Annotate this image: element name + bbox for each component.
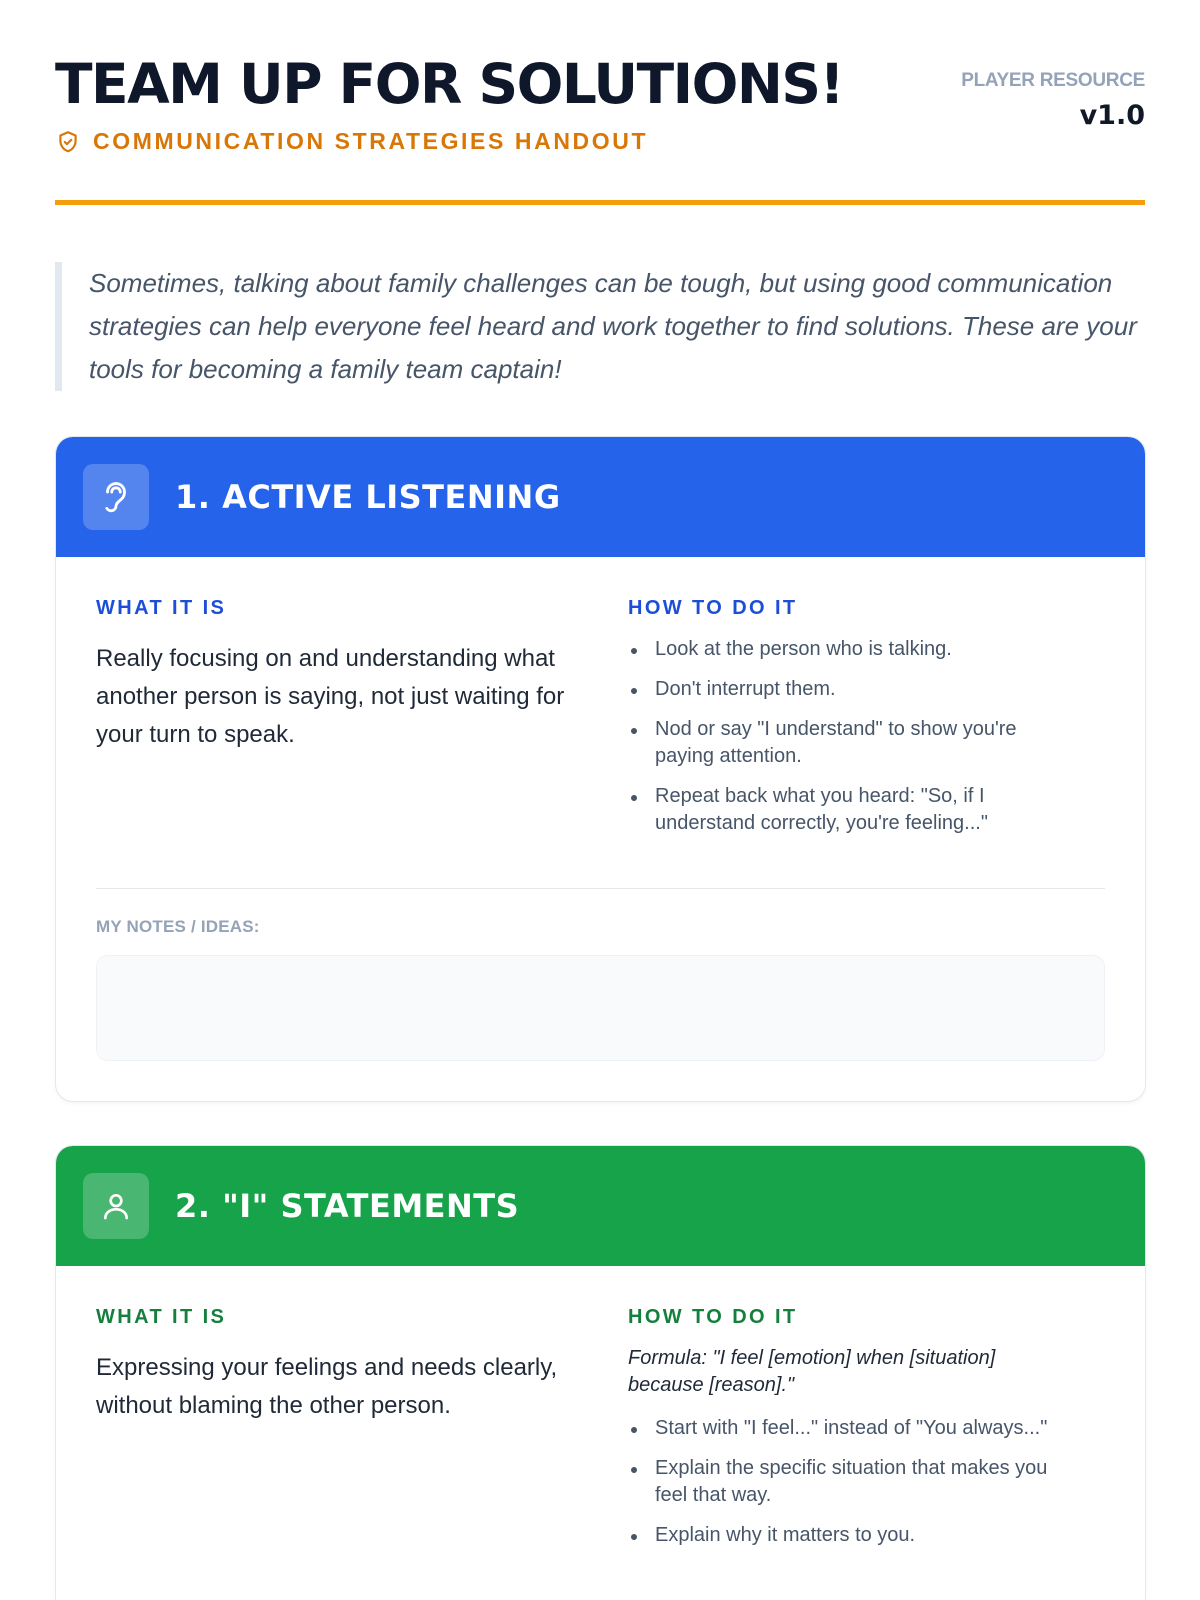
list-item: Start with "I feel..." instead of "You always..." <box>628 1415 1078 1442</box>
user-icon <box>83 1173 149 1239</box>
how-to-do-it-column <box>628 597 1105 850</box>
intro-text: Sometimes, talking about family challenges can be tough, but using good communication strategies can help everyone feel heard and work together to find solutions. These are your tools for becoming a family team captain! <box>89 268 1137 384</box>
notes-divider <box>96 888 1105 889</box>
strategy-card-active-listening <box>55 436 1146 1102</box>
page-subtitle: COMMUNICATION STRATEGIES HANDOUT <box>93 128 649 154</box>
what-it-is-column <box>96 597 628 850</box>
list-item: Explain the specific situation that makes you feel that way. <box>628 1455 1078 1509</box>
card-header <box>56 1146 1145 1266</box>
list-item: Look at the person who is talking. <box>628 636 1058 663</box>
what-it-is-text: Really focusing on and understanding what another person is saying, not just waiting for your turn to speak. <box>96 645 565 748</box>
header <box>55 0 1145 210</box>
ear-icon <box>83 464 149 530</box>
intro-quote <box>55 262 1145 391</box>
how-to-do-it-column <box>628 1306 1105 1562</box>
card-title: 2. "I" STATEMENTS <box>175 1187 520 1225</box>
what-it-is-label: WHAT IT IS <box>96 597 227 619</box>
list-item: Nod or say "I understand" to show you're paying attention. <box>628 716 1058 770</box>
subtitle-row <box>55 128 648 155</box>
page-title: TEAM UP FOR SOLUTIONS! <box>55 52 844 116</box>
notes-label: MY NOTES / IDEAS: <box>96 917 260 936</box>
what-it-is-column <box>96 1306 628 1562</box>
resource-meta <box>961 70 1145 131</box>
steps-list <box>628 1415 1078 1549</box>
list-item: Repeat back what you heard: "So, if I understand correctly, you're feeling..." <box>628 783 1058 837</box>
card-header <box>56 437 1145 557</box>
card-title: 1. ACTIVE LISTENING <box>175 478 561 516</box>
list-item: Don't interrupt them. <box>628 676 1058 703</box>
how-to-do-it-label: HOW TO DO IT <box>628 597 798 619</box>
notes-field[interactable] <box>96 955 1105 1061</box>
strategy-card-i-statements <box>55 1145 1146 1600</box>
formula-text: Formula: "I feel [emotion] when [situation] because [reason]." <box>628 1347 996 1396</box>
header-divider <box>55 200 1145 205</box>
resource-label: PLAYER RESOURCE <box>961 70 1145 91</box>
card-body <box>56 1266 1145 1562</box>
what-it-is-label: WHAT IT IS <box>96 1306 227 1328</box>
shield-check-icon <box>55 129 81 155</box>
what-it-is-text: Expressing your feelings and needs clearly, without blaming the other person. <box>96 1354 558 1419</box>
steps-list <box>628 636 1058 837</box>
version-label: v1.0 <box>1079 100 1145 131</box>
list-item: Explain why it matters to you. <box>628 1522 1078 1549</box>
how-to-do-it-label: HOW TO DO IT <box>628 1306 798 1328</box>
card-body <box>56 557 1145 850</box>
